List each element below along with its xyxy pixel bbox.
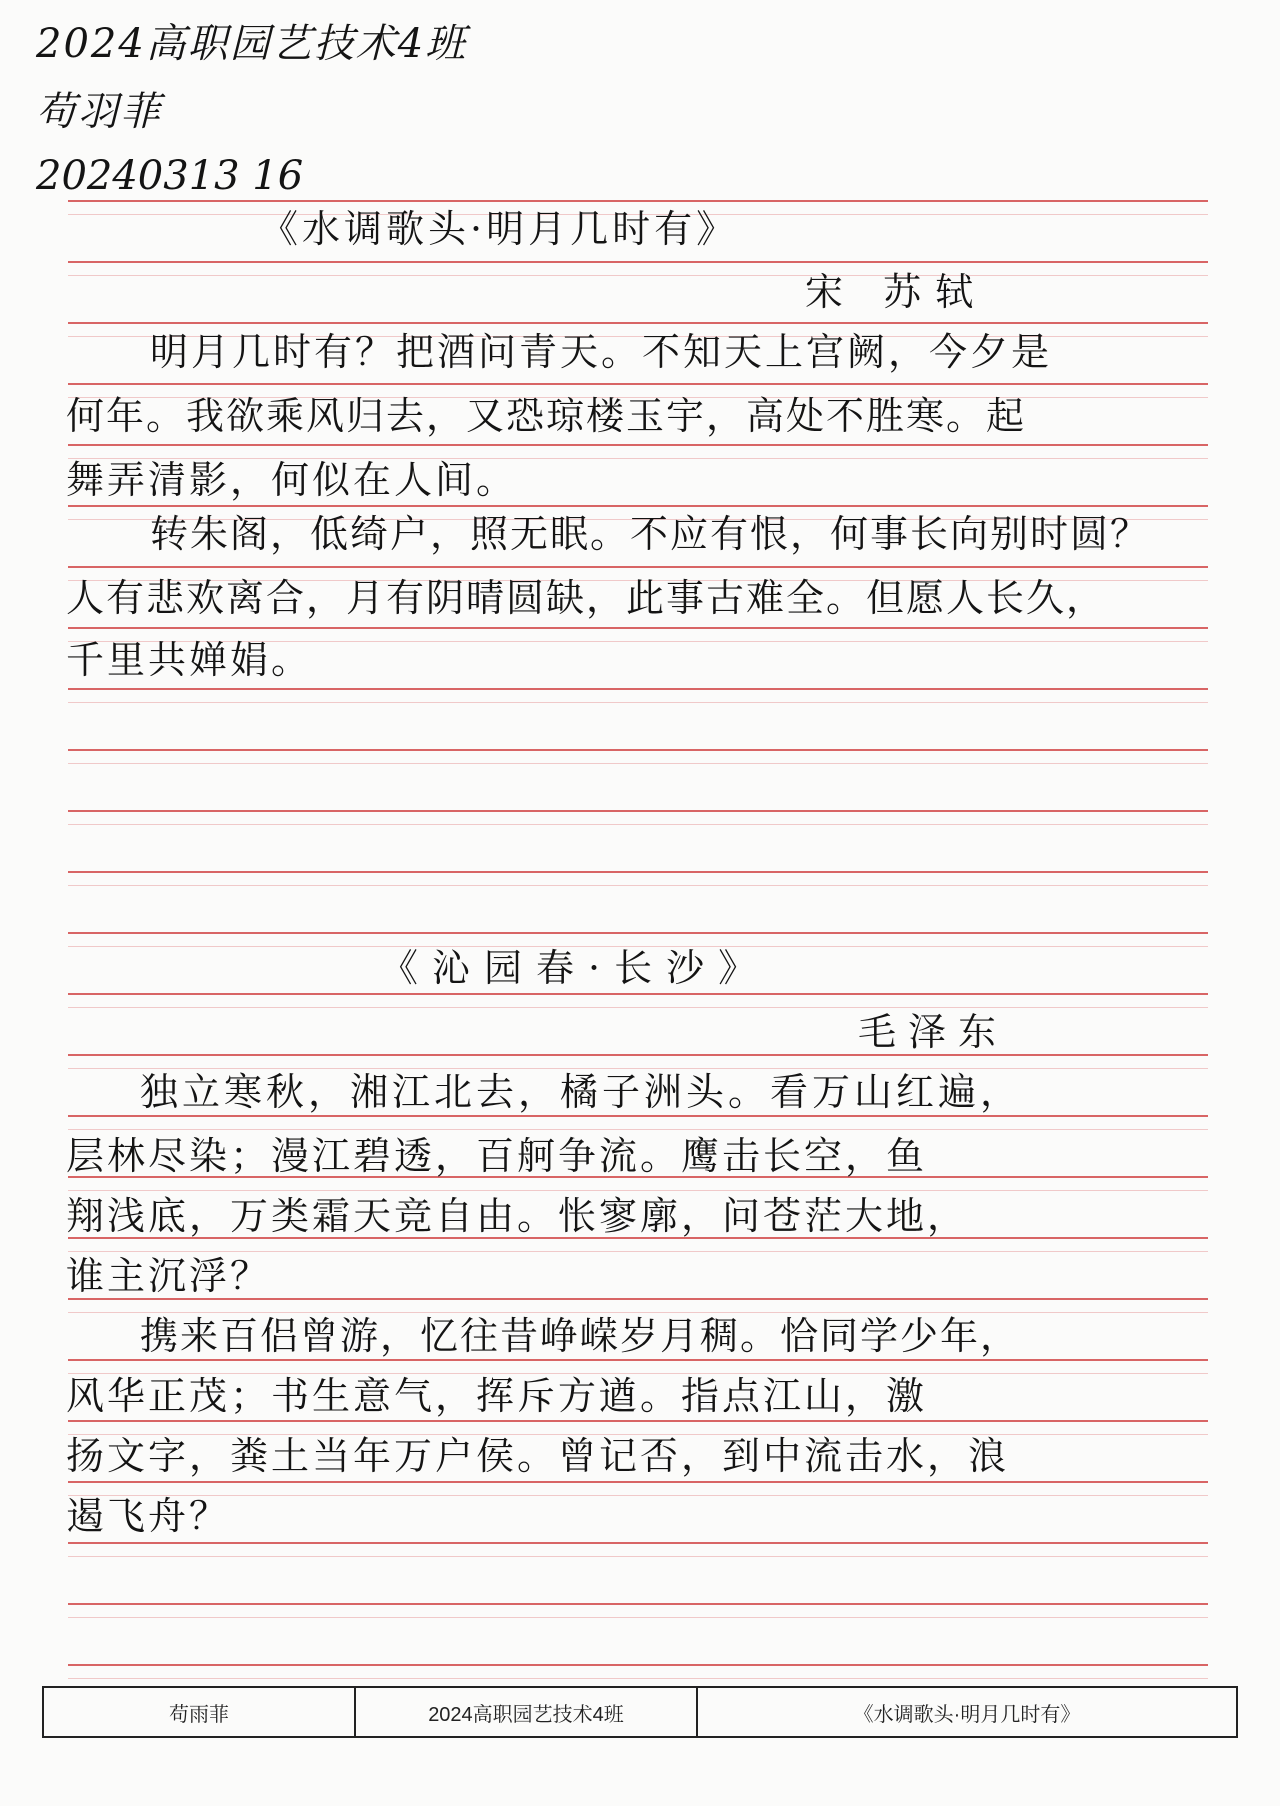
ruled-line-faint — [68, 702, 1208, 703]
poem2-title: 《沁园春·长沙》 — [380, 946, 771, 990]
ruled-line — [68, 810, 1208, 812]
poem2-line: 层林尽染；漫江碧透，百舸争流。鹰击长空，鱼 — [66, 1134, 928, 1178]
ruled-line — [68, 1664, 1208, 1666]
ruled-line-faint — [68, 763, 1208, 764]
poem1-line: 人有悲欢离合，月有阴晴圆缺，此事古难全。但愿人长久， — [66, 576, 1107, 620]
poem2-line: 风华正茂；书生意气，挥斥方遒。指点江山，激 — [66, 1374, 928, 1418]
ruled-line-faint — [68, 1617, 1208, 1618]
ruled-line — [68, 1420, 1208, 1422]
ruled-line — [68, 200, 1208, 202]
footer-work-title: 《水调歌头·明月几时有》 — [853, 1703, 1081, 1726]
ruled-line-faint — [68, 1129, 1208, 1130]
ruled-line — [68, 383, 1208, 385]
ruled-line-faint — [68, 275, 1208, 276]
poem2-line: 携来百侣曾游，忆往昔峥嵘岁月稠。恰同学少年， — [140, 1314, 1021, 1358]
ruled-line — [68, 566, 1208, 568]
ruled-line — [68, 932, 1208, 934]
ruled-line — [68, 688, 1208, 690]
ruled-line — [68, 1603, 1208, 1605]
ruled-line — [68, 871, 1208, 873]
poem2-line: 扬文字，粪土当年万户侯。曾记否，到中流击水，浪 — [66, 1434, 1010, 1478]
ruled-line — [68, 749, 1208, 751]
poem1-line: 明月几时有？把酒问青天。不知天上宫阙，今夕是 — [150, 330, 1053, 374]
ruled-line — [68, 1542, 1208, 1544]
ruled-line-faint — [68, 1556, 1208, 1557]
ruled-line — [68, 261, 1208, 263]
poem1-title: 《水调歌头·明月几时有》 — [260, 207, 739, 251]
poem1-author: 宋 苏轼 — [805, 270, 988, 314]
poem1-line: 何年。我欲乘风归去，又恐琼楼玉宇，高处不胜寒。起 — [66, 394, 1027, 438]
header-student-id: 20240313 16 — [36, 153, 304, 199]
ruled-line-faint — [68, 1007, 1208, 1008]
ruled-line — [68, 993, 1208, 995]
ruled-line-faint — [68, 1495, 1208, 1496]
poem1-line: 舞弄清影，何似在人间。 — [66, 458, 518, 502]
ruled-line — [68, 1481, 1208, 1483]
ruled-line-faint — [68, 885, 1208, 886]
poem2-line: 独立寒秋，湘江北去，橘子洲头。看万山红遍， — [140, 1070, 1023, 1114]
poem2-line: 谁主沉浮？ — [66, 1254, 272, 1298]
poem2-author: 毛泽东 — [858, 1010, 1009, 1054]
ruled-line — [68, 627, 1208, 629]
ruled-line-faint — [68, 824, 1208, 825]
header-class-line: 2024高职园艺技术4班 — [36, 21, 468, 67]
ruled-line-faint — [68, 1678, 1208, 1679]
poem1-line: 千里共婵娟。 — [66, 638, 313, 682]
ruled-line — [68, 444, 1208, 446]
ruled-line — [68, 1054, 1208, 1056]
footer-class: 2024高职园艺技术4班 — [356, 1688, 698, 1736]
ruled-line-faint — [68, 1190, 1208, 1191]
footer-name: 苟雨菲 — [44, 1688, 356, 1736]
poem2-line: 翔浅底，万类霜天竞自由。怅寥廓，问苍茫大地， — [66, 1194, 969, 1238]
ruled-line — [68, 322, 1208, 324]
header-student-name: 苟羽菲 — [36, 89, 162, 135]
poem2-line: 遏飞舟？ — [66, 1494, 231, 1538]
footer-info-box — [42, 1686, 1238, 1738]
ruled-line — [68, 505, 1208, 507]
poem1-line: 转朱阁，低绮户，照无眠。不应有恨，何事长向别时圆？ — [150, 512, 1151, 556]
